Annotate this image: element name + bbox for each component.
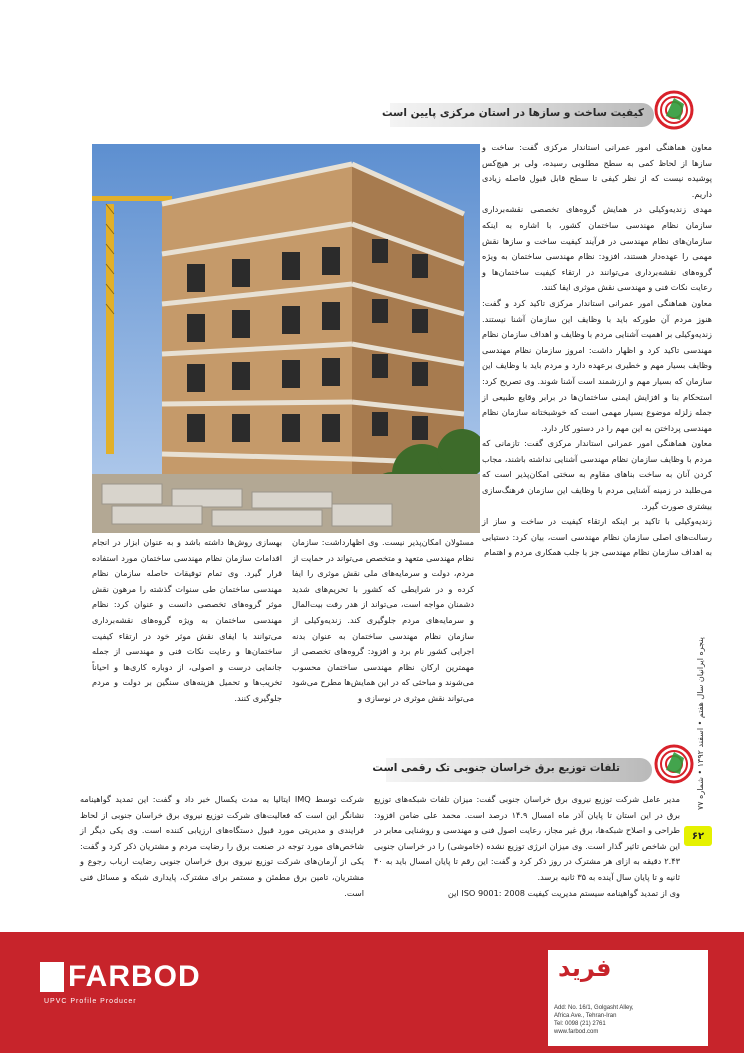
issue-info-sidebar: پنجره ایرانیان سال هفتم • اسفند ۱۳۹۲ • شماره ۷۷ <box>696 637 705 810</box>
article1-paragraph: مسئولان امکان‌پذیر نیست. وی اظهارداشت: سازمان نظام مهندسی متعهد و متخصص می‌تواند در حمایت از مردم، دولت و سرمایه‌های ملی نقش موثری را ایفا کرده و در شرایطی که کشور با تحریم‌های شدید دشمنان مواجه است، می‌تواند از هدر رفت بیت‌المال و سرمایه‌های مردم جلوگیری کند. زندیه‌وکیلی از سازمان نظام مهندسی ساختمان به عنوان بدنه اجرایی کشور نام برد و افزود: گروه‌های تخصصی از مهمترین ارکان نظام مهندسی ساختمان محسوب می‌شوند و مباحثی که در این همایش‌ها مطرح می‌شود می‌تواند نقش موثری در نوسازی و <box>292 537 474 703</box>
ad-address-line: Africa Ave., Tehran-Iran <box>554 1013 617 1019</box>
article1-paragraph: مهدی زندیه‌وکیلی در همایش گروه‌های تخصصی نقشه‌برداری سازمان نظام مهندسی ساختمان کشور، با اشاره به اینکه سازمان‌های نظام مهندسی در فرآیند کیفیت ساخت و سازها نقش مهمی را عهده‌دار هستند، افزود: نظام مهندسی ساختمان به ویژه گروه‌های نقشه‌برداری می‌توانند در ارتقاء کیفیت ساختمان‌ها و رعایت نکات فنی و مهندسی نقش موثری ایفا کنند. <box>482 204 712 293</box>
article1-column-left <box>92 535 282 707</box>
ad-brand-fa: فرید <box>558 954 612 982</box>
ad-address-line: www.farbod.com <box>554 1029 599 1035</box>
ad-address <box>554 1004 634 1036</box>
article1-title: کیفیت ساخت و سازها در استان مرکزی پایین است <box>381 107 644 119</box>
ad-brand-en: FARBOD <box>68 960 201 993</box>
article1-paragraph: زندیه‌وکیلی با تاکید بر اینکه ارتقاء کیفیت در ساخت و ساز از رسالت‌های اصلی سازمان نظام مهندسی است، بیان کرد: دستیابی به اهداف سازمان نظام مهندسی جز با جلب همکاری مردم و اهتمام <box>482 516 712 558</box>
article1-paragraph: معاون هماهنگی امور عمرانی استاندار مرکزی گفت: ساخت و سازها از لحاظ کمی به سطح مطلوبی رسیده، ولی بر هیچ‌کس پوشیده نیست که از نظر کیفی تا سطح قابل قبول فاصله زیادی داریم. <box>482 142 712 199</box>
farbod-advertisement <box>0 932 744 1053</box>
article2-column-right <box>374 792 680 901</box>
article1-paragraph: معاون هماهنگی امور عمرانی استاندار مرکزی گفت: تازمانی که مردم با وظایف سازمان نظام مهندسی آشنایی نداشته باشند، مجاب کردن آنان به ساخت بناهای مقاوم به سختی امکان‌پذیر است که می‌طلبد در زمینه آشنایی مردم با وظایف این سازمان فرهنگ‌سازی بیشتری صورت گیرد. <box>482 438 712 511</box>
magazine-logo-icon <box>654 744 694 784</box>
farbod-logo-icon <box>40 962 64 992</box>
ad-address-line: Tel: 0098 (21) 2761 <box>554 1021 606 1027</box>
article2-paragraph: مدیر عامل شرکت توزیع نیروی برق خراسان جنوبی گفت: میزان تلفات شبکه‌های توزیع برق در این استان تا پایان آذر ماه امسال ۱۴.۹ درصد است. محمد علی ضامن افزود: طراحی و اصلاح شبکه‌ها، برق غیر مجاز، رعایت اصول فنی و مهندسی و روشنایی معابر در این شاخص تاثیر گذار است. وی میزان انرژی توزیع نشده (خاموشی) را در خراسان جنوبی ۲.۴۳ دقیقه به ازای هر مشترک در روز ذکر کرد و گفت: این رقم تا پایان امسال باید به ۴۰ ثانیه و تا پایان سال آینده به ۳۵ ثانیه برسد. <box>374 794 680 882</box>
article1-column-right <box>482 140 712 561</box>
building-photo <box>92 144 480 533</box>
ad-address-line: Add: No. 16/1, Golgasht Alley, <box>554 1005 634 1011</box>
ad-tagline-en: UPVC Profile Producer <box>44 998 137 1005</box>
article1-column-middle <box>292 535 474 707</box>
article2-paragraph: شرکت توسط IMQ ایتالیا به مدت یکسال خبر داد و گفت: این تمدید گواهینامه نشانگر این است که فعالیت‌های شرکت توزیع نیروی برق خراسان جنوبی از لحاظ فرایندی و مدیریتی مورد قبول دستگاه‌های ارزیابی کننده است. وی یکی دیگر از شاخص‌های مورد توجه در صنعت برق را رضایت مردم و مشتریان ذکر کرد و گفت: یکی از آرمان‌های شرکت توزیع نیروی برق خراسان جنوبی رضایت ارباب رجوع و مشتریان، تامین برق مطمئن و مستمر برای مشترک، پایداری شبکه و مسائل فنی است. <box>80 794 364 898</box>
page-number: ۶۲ <box>684 826 712 846</box>
magazine-logo-icon <box>654 90 694 130</box>
article2-title: تلفات توزیع برق خراسان جنوبی تک رقمی است <box>372 762 620 774</box>
article1-paragraph: معاون هماهنگی امور عمرانی استاندار مرکزی تاکید کرد و گفت: هنوز مردم آن طورکه باید با وظایف این سازمان آشنا نیستند. زندیه‌وکیلی بر اهمیت آشنایی مردم با وظایف و اهداف سازمان نظام مهندسی تاکید کرد و اظهار داشت: امروز سازمان نظام مهندسی وظایف بسیار مهم و خطیری برعهده دارد و مردم باید با وظایف این سازمان که بسیار مهم و ارزشمند است آشنا شوند. وی تصریح کرد: استحکام بنا و افزایش ایمنی ساختمان‌ها در برابر وقایع طبیعی از جمله زلزله موضوع بسیار مهمی است که خوشبختانه سازمان نظام مهندسی پرداختن به این مهم را در دستور کار دارد. <box>482 297 712 433</box>
article2-column-left <box>80 792 364 901</box>
article1-paragraph: بهسازی روش‌ها داشته باشد و به عنوان ابزار در انجام اقدامات سازمان نظام مهندسی ساختمان مورد استفاده قرار گیرد. وی تمام توفیقات حاصله سازمان نظام مهندسی ساختمان طی سنوات گذشته را مرهون نقش موثر گروه‌های تخصصی دانست و عنوان کرد: نظام مهندسی ساختمان به ویژه گروه‌های نقشه‌برداری می‌توانند با ایفای نقش موثر خود در ارتقاء کیفیت ساختمان‌ها و رعایت نکات فنی و مهندسی از جمله جانمایی درست و اصولی، از دوباره کاری‌ها و احیاناً تخریب‌ها و تحمیل هزینه‌های سنگین بر دولت و مردم جلوگیری کنند. <box>92 537 282 703</box>
article2-paragraph: وی از تمدید گواهینامه سیستم مدیریت کیفیت ISO 9001: 2008 این <box>447 887 680 898</box>
ad-white-panel <box>548 950 708 1046</box>
